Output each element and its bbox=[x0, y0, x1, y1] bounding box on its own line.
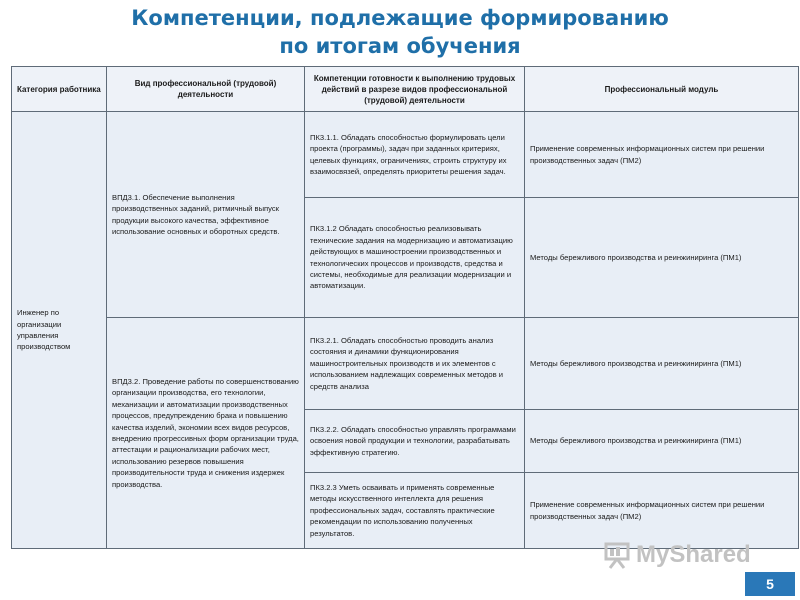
competence-cell: ПК3.2.3 Уметь осваивать и применять современные методы искусственного интеллекта для решения профессиональных задач, составлять практические рекомендации по использованию полученных результатов. bbox=[305, 473, 525, 549]
title-line-2: по итогам обучения bbox=[279, 34, 521, 58]
competence-cell: ПК3.1.2 Обладать способностью реализовывать технические задания на модернизацию и автоматизацию действующих в машиностроении производственных и технологических процессов и производств, средства и системы, необходимые для реализации модернизации и автоматизации. bbox=[305, 198, 525, 318]
module-cell: Методы бережливого производства и реинжиниринга (ПМ1) bbox=[525, 318, 799, 410]
header-competence: Компетенции готовности к выполнению трудовых действий в разрезе видов профессиональной (трудовой) деятельности bbox=[305, 67, 525, 112]
module-cell: Применение современных информационных систем при решении производственных задач (ПМ2) bbox=[525, 112, 799, 198]
module-cell: Методы бережливого производства и реинжиниринга (ПМ1) bbox=[525, 198, 799, 318]
header-activity: Вид профессиональной (трудовой) деятельности bbox=[107, 67, 305, 112]
activity-cell: ВПД3.1. Обеспечение выполнения производственных заданий, ритмичный выпуск продукции высокого качества, эффективное использование основных и оборотных средств. bbox=[107, 112, 305, 318]
competencies-table bbox=[11, 66, 799, 549]
header-module: Профессиональный модуль bbox=[525, 67, 799, 112]
table-row bbox=[12, 112, 799, 198]
page-title bbox=[0, 4, 800, 60]
table-row bbox=[12, 318, 799, 410]
watermark bbox=[604, 538, 764, 572]
competence-cell: ПК3.1.1. Обладать способностью формулировать цели проекта (программы), задач при заданных критериях, целевых функциях, ограничениях, строить структуру их взаимосвязей, определять приоритеты решения задач. bbox=[305, 112, 525, 198]
module-cell: Методы бережливого производства и реинжиниринга (ПМ1) bbox=[525, 410, 799, 473]
page-number-badge: 5 bbox=[745, 572, 795, 596]
header-category: Категория работника bbox=[12, 67, 107, 112]
presentation-board-icon bbox=[604, 541, 630, 569]
competence-cell: ПК3.2.1. Обладать способностью проводить анализ состояния и динамики функционирования машиностроительных производств и их элементов с использованием надлежащих современных методов и средств анализа bbox=[305, 318, 525, 410]
competence-cell: ПК3.2.2. Обладать способностью управлять программами освоения новой продукции и технологии, разрабатывать эффективную стратегию. bbox=[305, 410, 525, 473]
activity-cell: ВПД3.2. Проведение работы по совершенствованию организации производства, его технологии, механизации и автоматизации производственных процессов, предупреждению брака и повышению качества изделий, экономии всех видов ресурсов, внедрению прогрессивных форм организации труда, аттестации и рационализации рабочих мест, использованию резервов повышения производительности труда и снижения издержек производства. bbox=[107, 318, 305, 549]
table-header-row bbox=[12, 67, 799, 112]
category-cell: Инженер по организации управления производством bbox=[12, 112, 107, 549]
title-line-1: Компетенции, подлежащие формированию bbox=[131, 6, 669, 30]
watermark-text: MyShared bbox=[636, 541, 751, 568]
module-cell: Применение современных информационных систем при решении производственных задач (ПМ2) bbox=[525, 473, 799, 549]
